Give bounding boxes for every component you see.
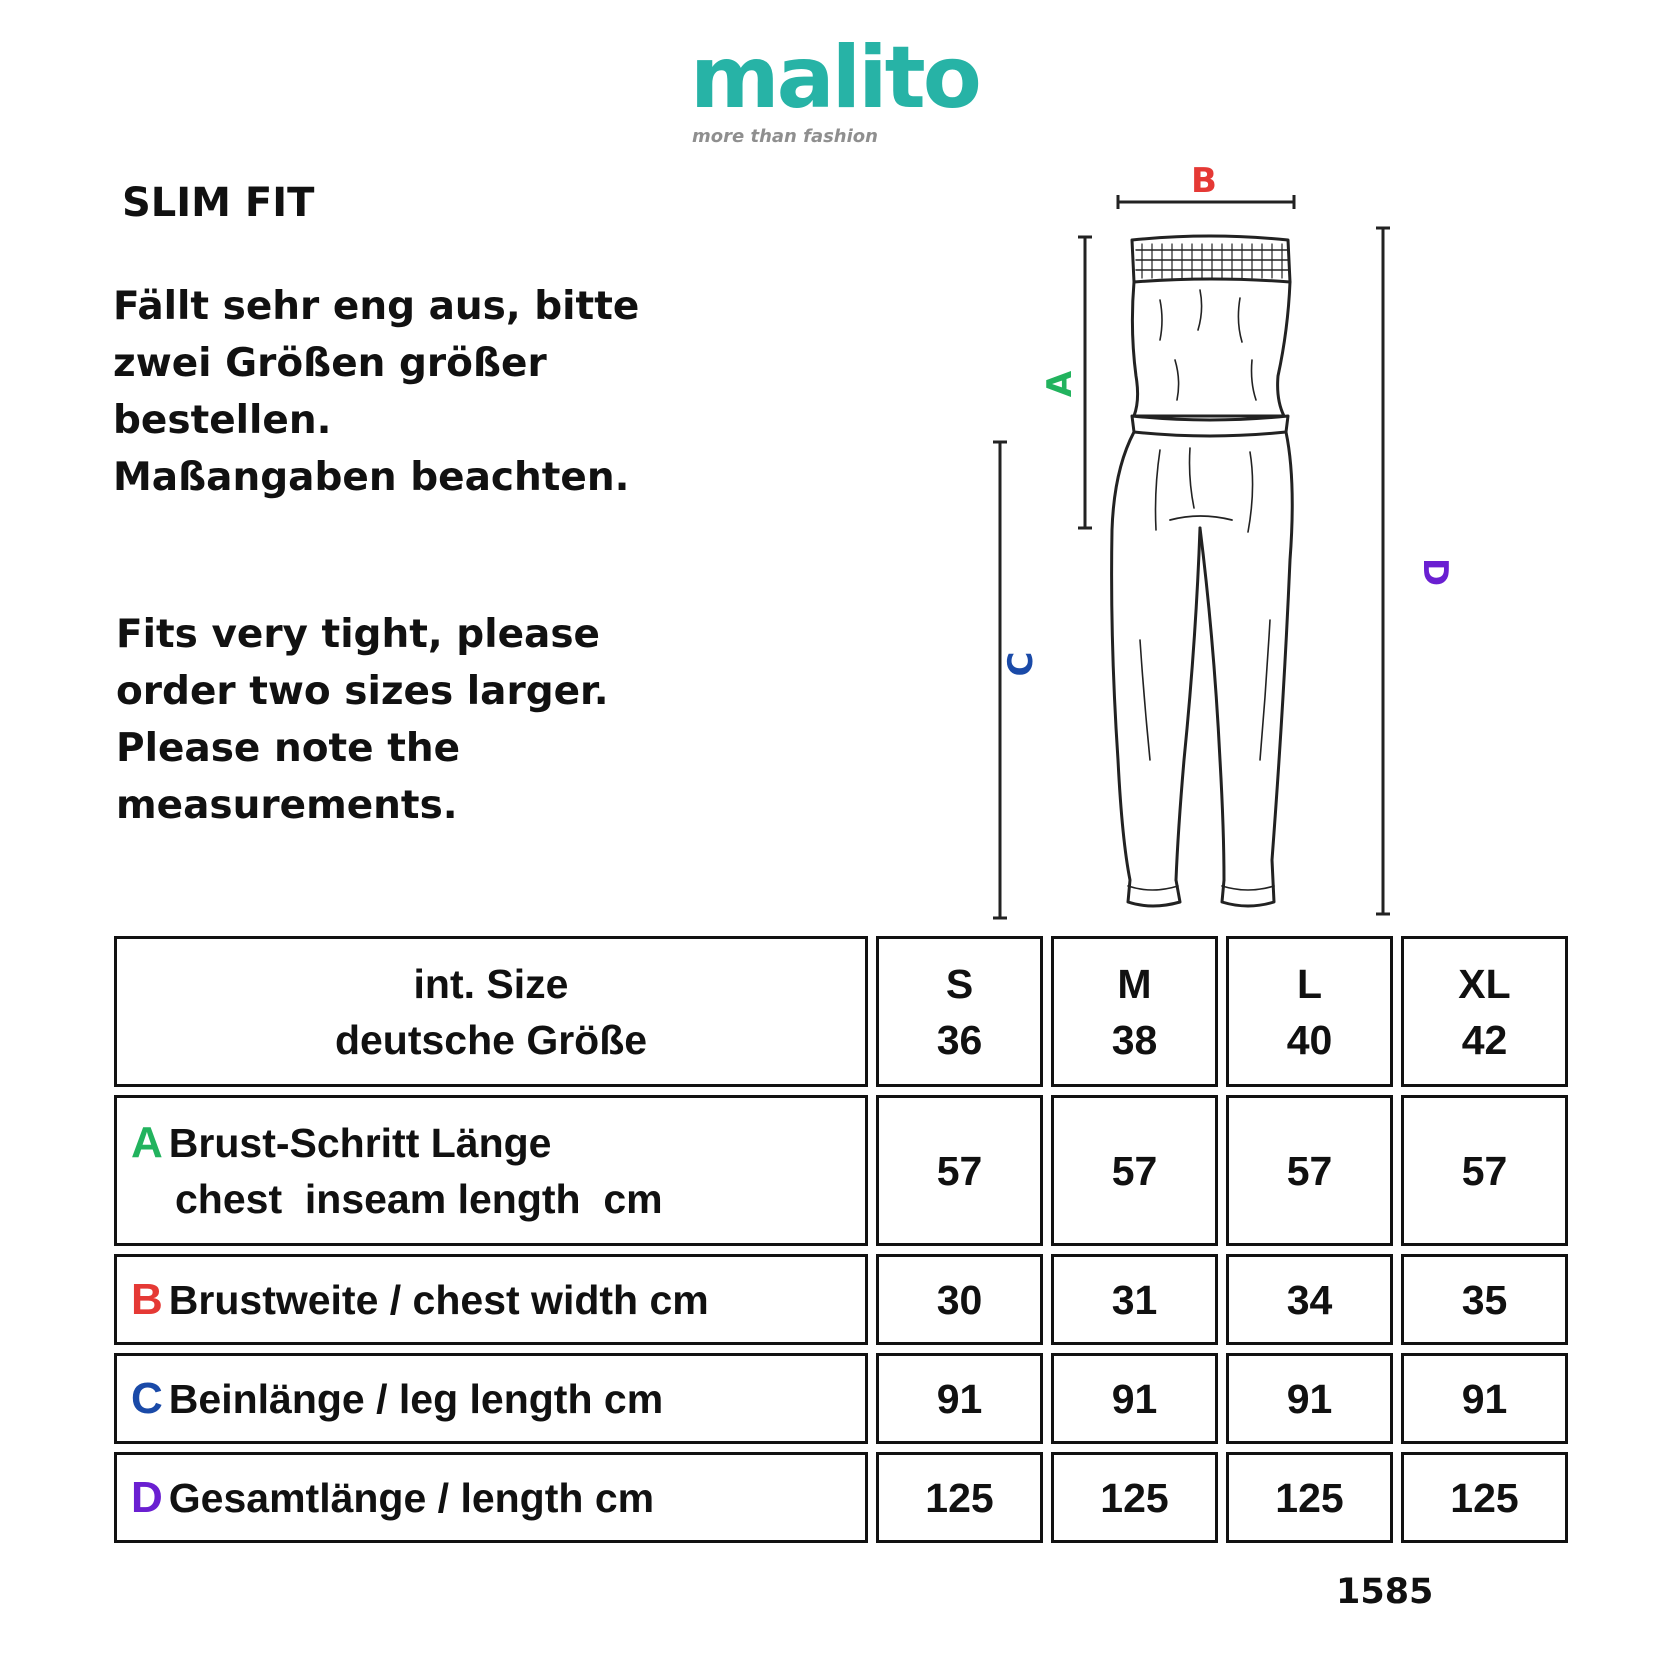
measure-label-c: C bbox=[1001, 651, 1041, 677]
measure-line-b bbox=[1118, 195, 1294, 209]
row-letter-b: B bbox=[131, 1274, 163, 1324]
table-row-label-a bbox=[114, 1095, 868, 1246]
table-cell: 125 bbox=[1226, 1452, 1393, 1543]
description-en bbox=[116, 606, 609, 834]
article-number: 1585 bbox=[1336, 1572, 1434, 1612]
header-int-size: int. Size bbox=[413, 960, 569, 1007]
size-int: L bbox=[1296, 960, 1323, 1007]
table-row-label-b bbox=[114, 1254, 868, 1345]
size-int: M bbox=[1117, 960, 1152, 1007]
description-de-line: Maßangaben beachten. bbox=[113, 455, 630, 500]
measure-line-d bbox=[1376, 228, 1390, 914]
size-de: 36 bbox=[936, 1016, 983, 1063]
measure-line-a bbox=[1078, 237, 1092, 528]
row-letter-d: D bbox=[131, 1472, 163, 1522]
table-cell: 91 bbox=[1226, 1353, 1393, 1444]
table-cell: 91 bbox=[1051, 1353, 1218, 1444]
measure-line-c bbox=[993, 442, 1007, 918]
table-cell: 57 bbox=[876, 1095, 1043, 1246]
measure-label-d: D bbox=[1415, 557, 1455, 587]
table-cell: 34 bbox=[1226, 1254, 1393, 1345]
header-german-size: deutsche Größe bbox=[334, 1016, 648, 1063]
size-int: S bbox=[945, 960, 974, 1007]
smocking-texture bbox=[1142, 244, 1282, 278]
table-cell: 91 bbox=[876, 1353, 1043, 1444]
row-label-de: Brust-Schritt Länge bbox=[168, 1119, 552, 1166]
description-de-line: zwei Größen größer bbox=[113, 341, 547, 386]
row-letter-a: A bbox=[131, 1117, 163, 1167]
row-letter-c: C bbox=[131, 1373, 163, 1423]
table-cell: 57 bbox=[1051, 1095, 1218, 1246]
fit-title: SLIM FIT bbox=[122, 180, 315, 226]
logo-wordmark: malito bbox=[690, 28, 979, 128]
strapless-jumpsuit-icon bbox=[1112, 236, 1293, 906]
description-de-line: Fällt sehr eng aus, bitte bbox=[113, 284, 640, 329]
table-cell: 30 bbox=[876, 1254, 1043, 1345]
description-en-line: order two sizes larger. bbox=[116, 669, 609, 714]
description-en-line: Please note the bbox=[116, 726, 461, 771]
table-header-label bbox=[114, 936, 868, 1087]
description-en-line: measurements. bbox=[116, 783, 458, 828]
table-header-size bbox=[1226, 936, 1393, 1087]
table-cell: 125 bbox=[1051, 1452, 1218, 1543]
measure-label-b: B bbox=[1191, 161, 1217, 201]
measure-label-a: A bbox=[1040, 370, 1080, 398]
table-cell: 31 bbox=[1051, 1254, 1218, 1345]
table-cell: 125 bbox=[1401, 1452, 1568, 1543]
table-header-size bbox=[1401, 936, 1568, 1087]
brand-logo bbox=[690, 28, 990, 160]
table-cell: 35 bbox=[1401, 1254, 1568, 1345]
table-cell: 125 bbox=[876, 1452, 1043, 1543]
table-header-size bbox=[876, 936, 1043, 1087]
row-label: Brustweite / chest width cm bbox=[168, 1276, 709, 1323]
table-cell: 91 bbox=[1401, 1353, 1568, 1444]
table-cell: 57 bbox=[1401, 1095, 1568, 1246]
table-cell: 57 bbox=[1226, 1095, 1393, 1246]
row-label: Beinlänge / leg length cm bbox=[168, 1375, 664, 1422]
size-de: 38 bbox=[1111, 1016, 1158, 1063]
table-row-label-c bbox=[114, 1353, 868, 1444]
table-row-label-d bbox=[114, 1452, 868, 1543]
description-en-line: Fits very tight, please bbox=[116, 612, 600, 657]
row-label-en: chest inseam length cm bbox=[175, 1175, 663, 1222]
logo-tagline: more than fashion bbox=[692, 126, 878, 147]
size-de: 40 bbox=[1286, 1016, 1333, 1063]
description-de bbox=[113, 278, 639, 506]
table-header-size bbox=[1051, 936, 1218, 1087]
row-label: Gesamtlänge / length cm bbox=[168, 1474, 655, 1521]
description-de-line: bestellen. bbox=[113, 398, 332, 443]
size-int: XL bbox=[1458, 960, 1511, 1007]
size-de: 42 bbox=[1461, 1016, 1508, 1063]
